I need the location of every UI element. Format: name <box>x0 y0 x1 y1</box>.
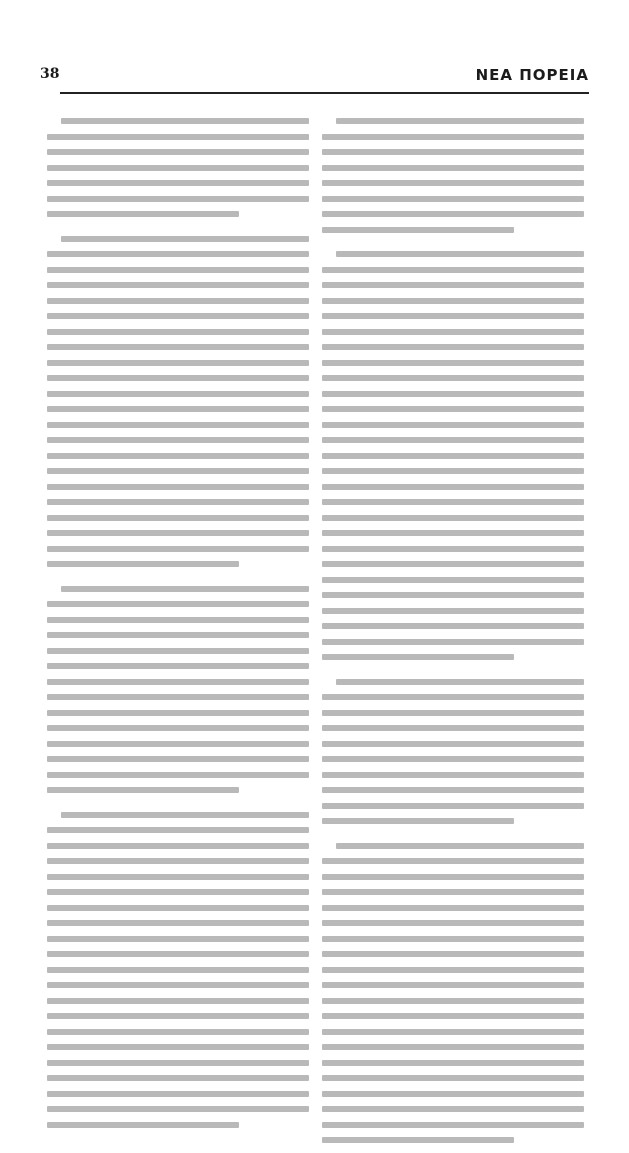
text-line <box>47 982 309 988</box>
text-line <box>322 453 584 459</box>
text-line <box>47 617 309 623</box>
text-line <box>322 1106 584 1112</box>
text-line <box>47 406 309 412</box>
text-line <box>322 298 584 304</box>
text-line <box>47 874 309 880</box>
text-line <box>322 889 584 895</box>
text-line <box>47 920 309 926</box>
text-line <box>322 1060 584 1066</box>
text-line <box>322 227 514 233</box>
text-line <box>322 391 584 397</box>
paragraph <box>47 118 309 217</box>
text-line <box>47 134 309 140</box>
text-line <box>322 344 584 350</box>
text-line <box>47 1122 239 1128</box>
text-line <box>336 118 584 124</box>
text-line <box>47 561 239 567</box>
text-line <box>47 344 309 350</box>
page-number: 38 <box>40 66 60 82</box>
text-line <box>47 422 309 428</box>
text-line <box>47 741 309 747</box>
text-line <box>47 601 309 607</box>
text-line <box>322 282 584 288</box>
text-line <box>322 422 584 428</box>
text-line <box>322 982 584 988</box>
paragraph <box>322 843 584 1144</box>
text-line <box>322 905 584 911</box>
text-line <box>322 468 584 474</box>
text-line <box>47 1106 309 1112</box>
text-line <box>47 251 309 257</box>
text-line <box>322 134 584 140</box>
header-rule <box>60 92 589 94</box>
text-line <box>322 710 584 716</box>
text-line <box>322 608 584 614</box>
text-line <box>47 391 309 397</box>
text-line <box>322 211 584 217</box>
text-line <box>47 515 309 521</box>
text-line <box>61 118 309 124</box>
text-line <box>322 1075 584 1081</box>
text-line <box>47 149 309 155</box>
text-line <box>47 787 239 793</box>
text-line <box>322 437 584 443</box>
paragraph <box>47 236 309 568</box>
text-line <box>47 710 309 716</box>
text-line <box>47 889 309 895</box>
text-line <box>47 998 309 1004</box>
text-line <box>322 818 514 824</box>
text-line <box>47 632 309 638</box>
paragraph <box>322 679 584 825</box>
text-line <box>336 679 584 685</box>
text-line <box>47 772 309 778</box>
text-line <box>322 329 584 335</box>
text-line <box>47 1013 309 1019</box>
text-line <box>47 329 309 335</box>
text-line <box>47 499 309 505</box>
text-line <box>322 787 584 793</box>
text-line <box>322 858 584 864</box>
text-line <box>322 772 584 778</box>
text-line <box>47 725 309 731</box>
text-line <box>322 196 584 202</box>
text-line <box>322 725 584 731</box>
text-line <box>47 437 309 443</box>
text-line <box>322 967 584 973</box>
text-line <box>322 180 584 186</box>
right-text-column <box>322 118 584 1153</box>
text-line <box>47 1060 309 1066</box>
text-line <box>47 484 309 490</box>
text-line <box>322 484 584 490</box>
text-line <box>61 236 309 242</box>
text-line <box>322 546 584 552</box>
text-line <box>322 360 584 366</box>
text-line <box>61 812 309 818</box>
text-line <box>47 180 309 186</box>
text-line <box>47 936 309 942</box>
text-line <box>47 858 309 864</box>
text-line <box>47 530 309 536</box>
text-line <box>47 196 309 202</box>
text-line <box>322 1137 514 1143</box>
text-line <box>322 874 584 880</box>
text-line <box>322 936 584 942</box>
paragraph <box>47 586 309 794</box>
text-line <box>47 648 309 654</box>
text-line <box>322 499 584 505</box>
text-line <box>47 375 309 381</box>
text-line <box>47 360 309 366</box>
text-line <box>322 313 584 319</box>
text-line <box>322 165 584 171</box>
text-line <box>47 663 309 669</box>
paragraph <box>47 812 309 1128</box>
text-line <box>47 679 309 685</box>
text-line <box>322 654 514 660</box>
text-line <box>322 1122 584 1128</box>
text-line <box>322 639 584 645</box>
text-line <box>47 843 309 849</box>
text-line <box>322 592 584 598</box>
text-line <box>336 843 584 849</box>
text-line <box>322 515 584 521</box>
paragraph <box>322 251 584 660</box>
text-line <box>322 406 584 412</box>
text-line <box>322 1029 584 1035</box>
text-line <box>322 741 584 747</box>
text-line <box>47 313 309 319</box>
text-line <box>47 453 309 459</box>
text-line <box>322 530 584 536</box>
text-line <box>322 998 584 1004</box>
text-line <box>47 827 309 833</box>
text-line <box>322 577 584 583</box>
text-line <box>322 920 584 926</box>
text-line <box>47 546 309 552</box>
text-line <box>47 282 309 288</box>
text-line <box>47 165 309 171</box>
text-line <box>61 586 309 592</box>
text-line <box>322 694 584 700</box>
text-line <box>47 1091 309 1097</box>
text-line <box>47 967 309 973</box>
text-line <box>47 905 309 911</box>
text-line <box>47 468 309 474</box>
text-line <box>322 1091 584 1097</box>
paragraph <box>322 118 584 233</box>
text-line <box>336 251 584 257</box>
text-line <box>47 756 309 762</box>
text-line <box>322 803 584 809</box>
text-line <box>47 951 309 957</box>
text-line <box>47 1029 309 1035</box>
text-line <box>322 1013 584 1019</box>
text-line <box>47 298 309 304</box>
text-line <box>47 1075 309 1081</box>
text-line <box>322 623 584 629</box>
text-line <box>47 211 239 217</box>
text-line <box>322 375 584 381</box>
text-line <box>322 561 584 567</box>
running-head-title: ΝΕΑ ΠΟΡΕΙΑ <box>475 66 589 84</box>
text-line <box>322 149 584 155</box>
text-line <box>322 951 584 957</box>
text-line <box>322 267 584 273</box>
text-line <box>322 756 584 762</box>
text-line <box>47 267 309 273</box>
text-line <box>47 1044 309 1050</box>
text-line <box>322 1044 584 1050</box>
left-text-column <box>47 118 309 1137</box>
text-line <box>47 694 309 700</box>
